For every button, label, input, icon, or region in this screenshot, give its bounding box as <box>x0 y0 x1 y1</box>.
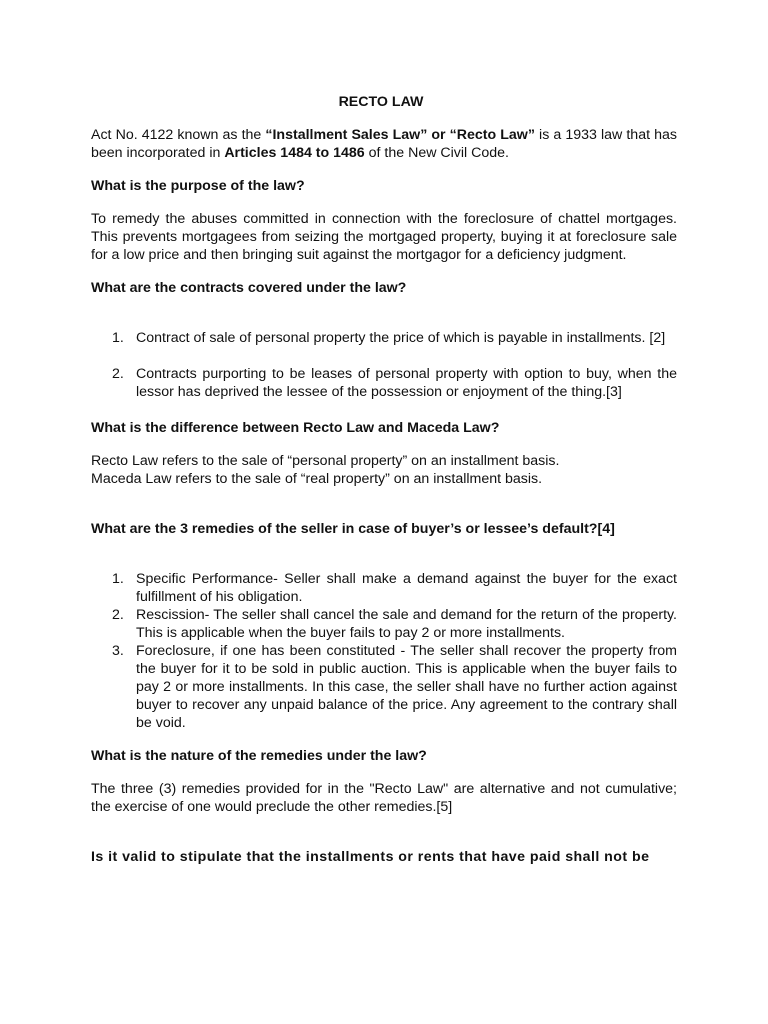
intro-text-1: Act No. 4122 known as the <box>91 127 266 143</box>
question-purpose: What is the purpose of the law? <box>91 178 305 194</box>
list-item-number: 1. <box>112 330 124 346</box>
question-nature: What is the nature of the remedies under the law? <box>91 748 427 764</box>
contracts-list <box>91 329 677 401</box>
list-item-text: Contract of sale of personal property the price of which is payable in installments. [2] <box>136 330 666 346</box>
list-item-number: 2. <box>112 607 124 623</box>
intro-text-2: is a 1933 law that has been incorporated in <box>91 127 677 161</box>
intro-paragraph <box>91 126 677 162</box>
difference-recto: Recto Law refers to the sale of “personal property” on an installment basis. <box>91 453 560 469</box>
question-contracts: What are the contracts covered under the law? <box>91 280 407 296</box>
list-item-text: Specific Performance- Seller shall make a demand against the buyer for the exact fulfillment of his obligation. <box>136 571 677 605</box>
question-remedies: What are the 3 remedies of the seller in case of buyer’s or lessee’s default?[4] <box>91 521 615 537</box>
intro-bold-articles: Articles 1484 to 1486 <box>224 145 365 161</box>
remedies-list <box>91 570 677 732</box>
list-item <box>91 365 677 401</box>
answer-purpose: To remedy the abuses committed in connection with the foreclosure of chattel mortgages. This prevents mortgagees from seizing the mortgaged property, buying it at foreclosure sale for a low price and then bringing suit against the mortgagor for a deficiency judgment. <box>91 211 677 263</box>
list-item-number: 3. <box>112 643 124 659</box>
intro-text-3: of the New Civil Code. <box>364 145 510 161</box>
list-item <box>91 329 677 347</box>
document-title: RECTO LAW <box>338 94 424 110</box>
list-item <box>91 642 677 732</box>
list-item-text: Foreclosure, if one has been constituted - The seller shall recover the property from the buyer for it to be sold in public auction. This is applicable when the buyer fails to pay 2 or more installments. In this case, the seller shall have no further action against buyer to recover any unpaid balance of the price. Any agreement to the contrary shall be void. <box>136 643 677 731</box>
answer-nature: The three (3) remedies provided for in the "Recto Law" are alternative and not cumulative; the exercise of one would preclude the other remedies.[5] <box>91 781 677 815</box>
difference-maceda: Maceda Law refers to the sale of “real property” on an installment basis. <box>91 471 543 487</box>
list-item-number: 1. <box>112 571 124 587</box>
list-item-text: Rescission- The seller shall cancel the sale and demand for the return of the property. This is applicable when the buyer fails to pay 2 or more installments. <box>136 607 677 641</box>
question-difference: What is the difference between Recto Law and Maceda Law? <box>91 420 500 436</box>
question-valid-stipulation: Is it valid to stipulate that the installments or rents that have paid shall not be <box>91 849 650 865</box>
intro-bold-law-names: “Installment Sales Law” or “Recto Law” <box>265 127 535 143</box>
list-item <box>91 570 677 606</box>
list-item <box>91 606 677 642</box>
list-item-text: Contracts purporting to be leases of personal property with option to buy, when the lessor has deprived the lessee of the possession or enjoyment of the thing.[3] <box>136 366 677 400</box>
list-item-number: 2. <box>112 366 124 382</box>
